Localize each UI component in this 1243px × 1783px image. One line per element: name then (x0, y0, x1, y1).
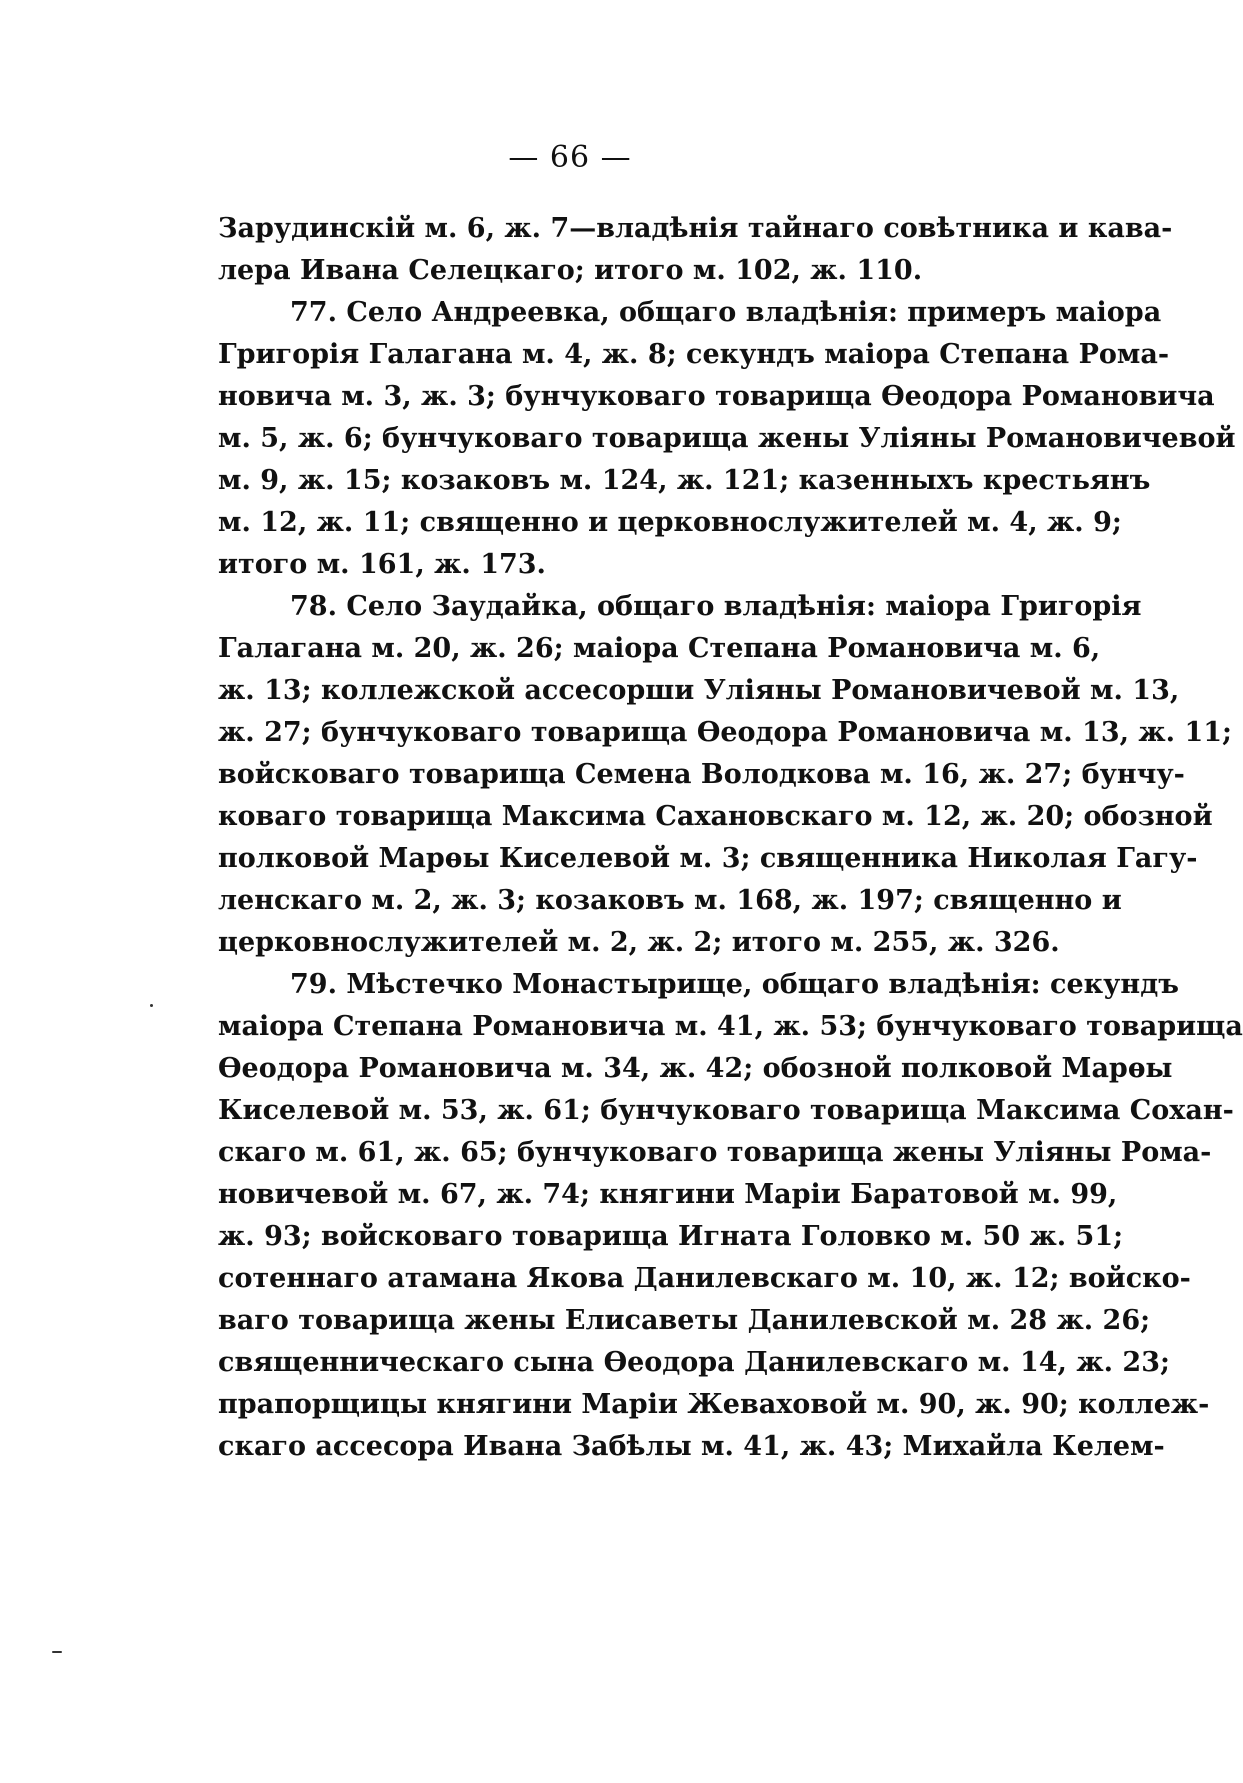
text-line: Григорія Галагана м. 4, ж. 8; секундъ маіора Степана Рома- (218, 339, 1170, 370)
scan-speck (150, 1004, 153, 1007)
paragraph-77-start: 77. Село Андреевка, общаго владѣнія: примеръ маіора (290, 297, 1162, 328)
text-line: новичевой м. 67, ж. 74; княгини Маріи Баратовой м. 99, (218, 1179, 1118, 1210)
scan-speck (52, 1651, 62, 1653)
text-line: Галагана м. 20, ж. 26; маіора Степана Романовича м. 6, (218, 633, 1101, 664)
body-text (218, 208, 1243, 1468)
text-line: итого м. 161, ж. 173. (218, 549, 546, 580)
text-line: лера Ивана Селецкаго; итого м. 102, ж. 110. (218, 255, 923, 286)
text-line: церковнослужителей м. 2, ж. 2; итого м. 255, ж. 326. (218, 927, 1060, 958)
text-line: ж. 13; коллежской ассесорши Уліяны Романовичевой м. 13, (218, 675, 1180, 706)
text-line: Киселевой м. 53, ж. 61; бунчуковаго товарища Максима Сохан- (218, 1095, 1234, 1126)
text-line: сотеннаго атамана Якова Данилевскаго м. 10, ж. 12; войско- (218, 1263, 1191, 1294)
paragraph-78-start: 78. Село Заудайка, общаго владѣнія: маіора Григорія (290, 591, 1142, 622)
text-line: коваго товарища Максима Сахановскаго м. 12, ж. 20; обозной (218, 801, 1213, 832)
text-line: новича м. 3, ж. 3; бунчуковаго товарища Ѳеодора Романовича (218, 381, 1215, 412)
text-line: маіора Степана Романовича м. 41, ж. 53; бунчуковаго товарища (218, 1011, 1243, 1042)
text-line: ж. 27; бунчуковаго товарища Ѳеодора Романовича м. 13, ж. 11; (218, 717, 1233, 748)
text-line: м. 5, ж. 6; бунчуковаго товарища жены Уліяны Романовичевой (218, 423, 1236, 454)
text-line: священническаго сына Ѳеодора Данилевскаго м. 14, ж. 23; (218, 1347, 1170, 1378)
text-line: ленскаго м. 2, ж. 3; козаковъ м. 168, ж. 197; священно и (218, 885, 1122, 916)
text-line: скаго ассесора Ивана Забѣлы м. 41, ж. 43; Михайла Келем- (218, 1431, 1165, 1462)
text-line: войсковаго товарища Семена Володкова м. 16, ж. 27; бунчу- (218, 759, 1185, 790)
text-line: м. 12, ж. 11; священно и церковнослужителей м. 4, ж. 9; (218, 507, 1122, 538)
text-line: прапорщицы княгини Маріи Жеваховой м. 90, ж. 90; коллеж- (218, 1389, 1210, 1420)
text-line: скаго м. 61, ж. 65; бунчуковаго товарища жены Уліяны Рома- (218, 1137, 1212, 1168)
text-line: м. 9, ж. 15; козаковъ м. 124, ж. 121; казенныхъ крестьянъ (218, 465, 1151, 496)
text-line: Зарудинскій м. 6, ж. 7—владѣнія тайнаго совѣтника и кава- (218, 213, 1173, 244)
text-line: Ѳеодора Романовича м. 34, ж. 42; обозной полковой Марѳы (218, 1053, 1173, 1084)
text-line: полковой Марѳы Киселевой м. 3; священника Николая Гагу- (218, 843, 1198, 874)
text-line: ваго товарища жены Елисаветы Данилевской м. 28 ж. 26; (218, 1305, 1151, 1336)
page-number: — 66 — (508, 140, 632, 175)
text-line: ж. 93; войсковаго товарища Игната Головко м. 50 ж. 51; (218, 1221, 1124, 1252)
paragraph-79-start: 79. Мѣстечко Монастырище, общаго владѣнія: секундъ (290, 969, 1179, 1000)
